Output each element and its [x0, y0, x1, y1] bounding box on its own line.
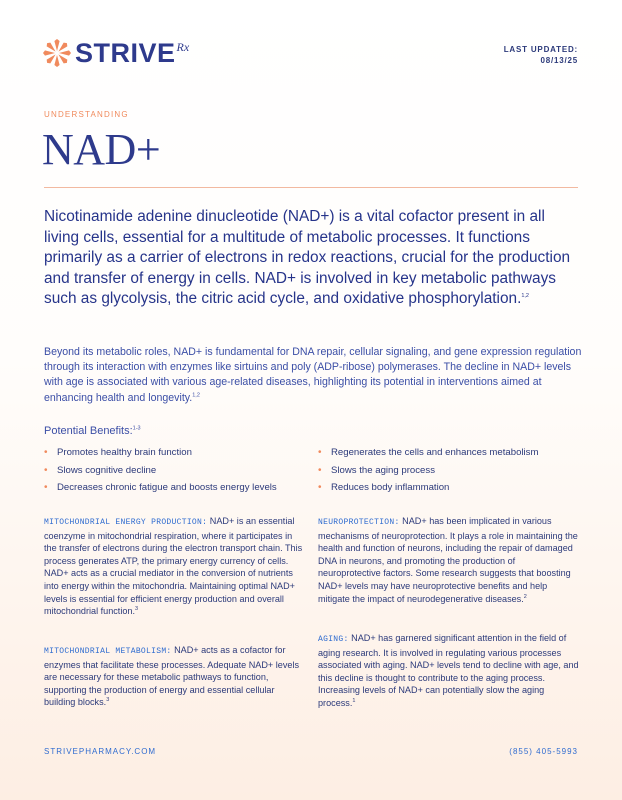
last-updated-label: LAST UPDATED: — [503, 45, 578, 54]
benefits-list-left — [44, 446, 277, 499]
list-item: • Slows cognitive decline — [44, 464, 157, 476]
list-item: • Regenerates the cells and enhances metabolism — [318, 447, 539, 458]
lead-ref: 1,2 — [521, 292, 529, 299]
intro-text: Beyond its metabolic roles, NAD+ is fundamental for DNA repair, cellular signaling, and gene expression regulation through its interaction with enzymes like sirtuins and poly (ADP-ribose) polymerases. The decline in NAD+ levels with age is associated with various age-related diseases, highlighting its potential in interventions aimed at enhancing health and longevity. — [44, 346, 582, 404]
bullet-icon: • — [318, 447, 322, 458]
bullet-icon: • — [44, 464, 48, 476]
section-neuroprotection — [318, 515, 580, 605]
intro-paragraph — [44, 345, 584, 406]
benefits-list-right — [318, 446, 538, 499]
lead-text: Nicotinamide adenine dinucleotide (NAD+) is a vital cofactor present in all living cells, essential for a multitude of metabolic processes. It functions primarily as a carrier of electrons in redox reactions, crucial for the production and transfer of energy in cells. NAD+ is involved in key metabolic pathways such as glycolysis, the citric acid cycle, and oxidative phosphorylation. — [44, 208, 571, 307]
footer-phone[interactable]: (855) 405-5993 — [509, 747, 578, 756]
section-body: NAD+ has garnered significant attention in the field of aging research. It is involved in regulating various processes associated with aging. NAD+ levels tend to decline with age, and this decline is thought to contribute to the aging process. Increasing levels of NAD+ can potentially slow the aging process. — [318, 633, 579, 708]
benefits-title-text: Potential Benefits: — [44, 425, 133, 437]
bullet-icon: • — [318, 482, 322, 493]
intro-ref: 1,2 — [192, 392, 200, 399]
section-heading: MITOCHONDRIAL ENERGY PRODUCTION: — [44, 518, 208, 527]
list-item: • Promotes healthy brain function — [44, 447, 192, 458]
footer-website-link[interactable]: STRIVEPHARMACY.COM — [44, 747, 157, 756]
section-aging — [318, 632, 580, 710]
list-item: • Decreases chronic fatigue and boosts energy levels — [44, 482, 277, 493]
last-updated-date: 08/13/25 — [540, 56, 578, 65]
lead-paragraph — [44, 207, 584, 310]
list-item: • Reduces body inflammation — [318, 482, 450, 493]
bullet-icon: • — [44, 447, 48, 458]
section-heading: AGING: — [318, 635, 349, 644]
brand-name: STRIVE — [75, 38, 176, 68]
brand-logo — [42, 38, 189, 68]
section-ref: 3 — [135, 606, 139, 613]
section-ref: 1 — [352, 697, 356, 704]
section-body: NAD+ acts as a cofactor for enzymes that facilitate these processes. Adequate NAD+ levels are necessary for these metabolic pathways to function, supporting the production of energy and essential cellular building blocks. — [44, 645, 300, 708]
title-divider — [44, 187, 578, 188]
section-ref: 2 — [523, 593, 527, 600]
last-updated — [504, 44, 578, 66]
benefits-title — [44, 425, 141, 437]
section-metabolism — [44, 644, 306, 709]
section-heading: NEUROPROTECTION: — [318, 518, 400, 527]
bullet-icon: • — [318, 464, 322, 476]
page-title: NAD+ — [42, 125, 161, 174]
list-item: • Slows the aging process — [318, 464, 435, 476]
benefits-ref: 1-3 — [132, 425, 141, 432]
brand-suffix: Rx — [176, 39, 190, 54]
strive-star-icon — [42, 38, 72, 68]
bullet-icon: • — [44, 482, 48, 493]
section-ref: 3 — [106, 697, 110, 704]
section-body: NAD+ has been implicated in various mechanisms of neuroprotection. It plays a role in maintaining the health and function of neurons, including the repair of damaged DNA in neurons, and promoting the production of neuroprotective factors. Some research suggests that boosting NAD+ levels may have neuroprotective benefits and help mitigate the impact of neurodegenerative diseases. — [318, 516, 578, 604]
section-energy-production — [44, 515, 306, 618]
section-heading: MITOCHONDRIAL METABOLISM: — [44, 647, 172, 656]
section-body: NAD+ is an essential coenzyme in mitochondrial respiration, where it participates in the transfer of electrons during the electron transport chain. This process generates ATP, the primary energy currency of cells. NAD+ acts as a crucial mediator in the conversion of nutrients into energy within the mitochondria. Maintaining optimal NAD+ levels is essential for efficient energy production and overall mitochondrial function. — [44, 516, 303, 617]
page-kicker: UNDERSTANDING — [44, 110, 129, 119]
